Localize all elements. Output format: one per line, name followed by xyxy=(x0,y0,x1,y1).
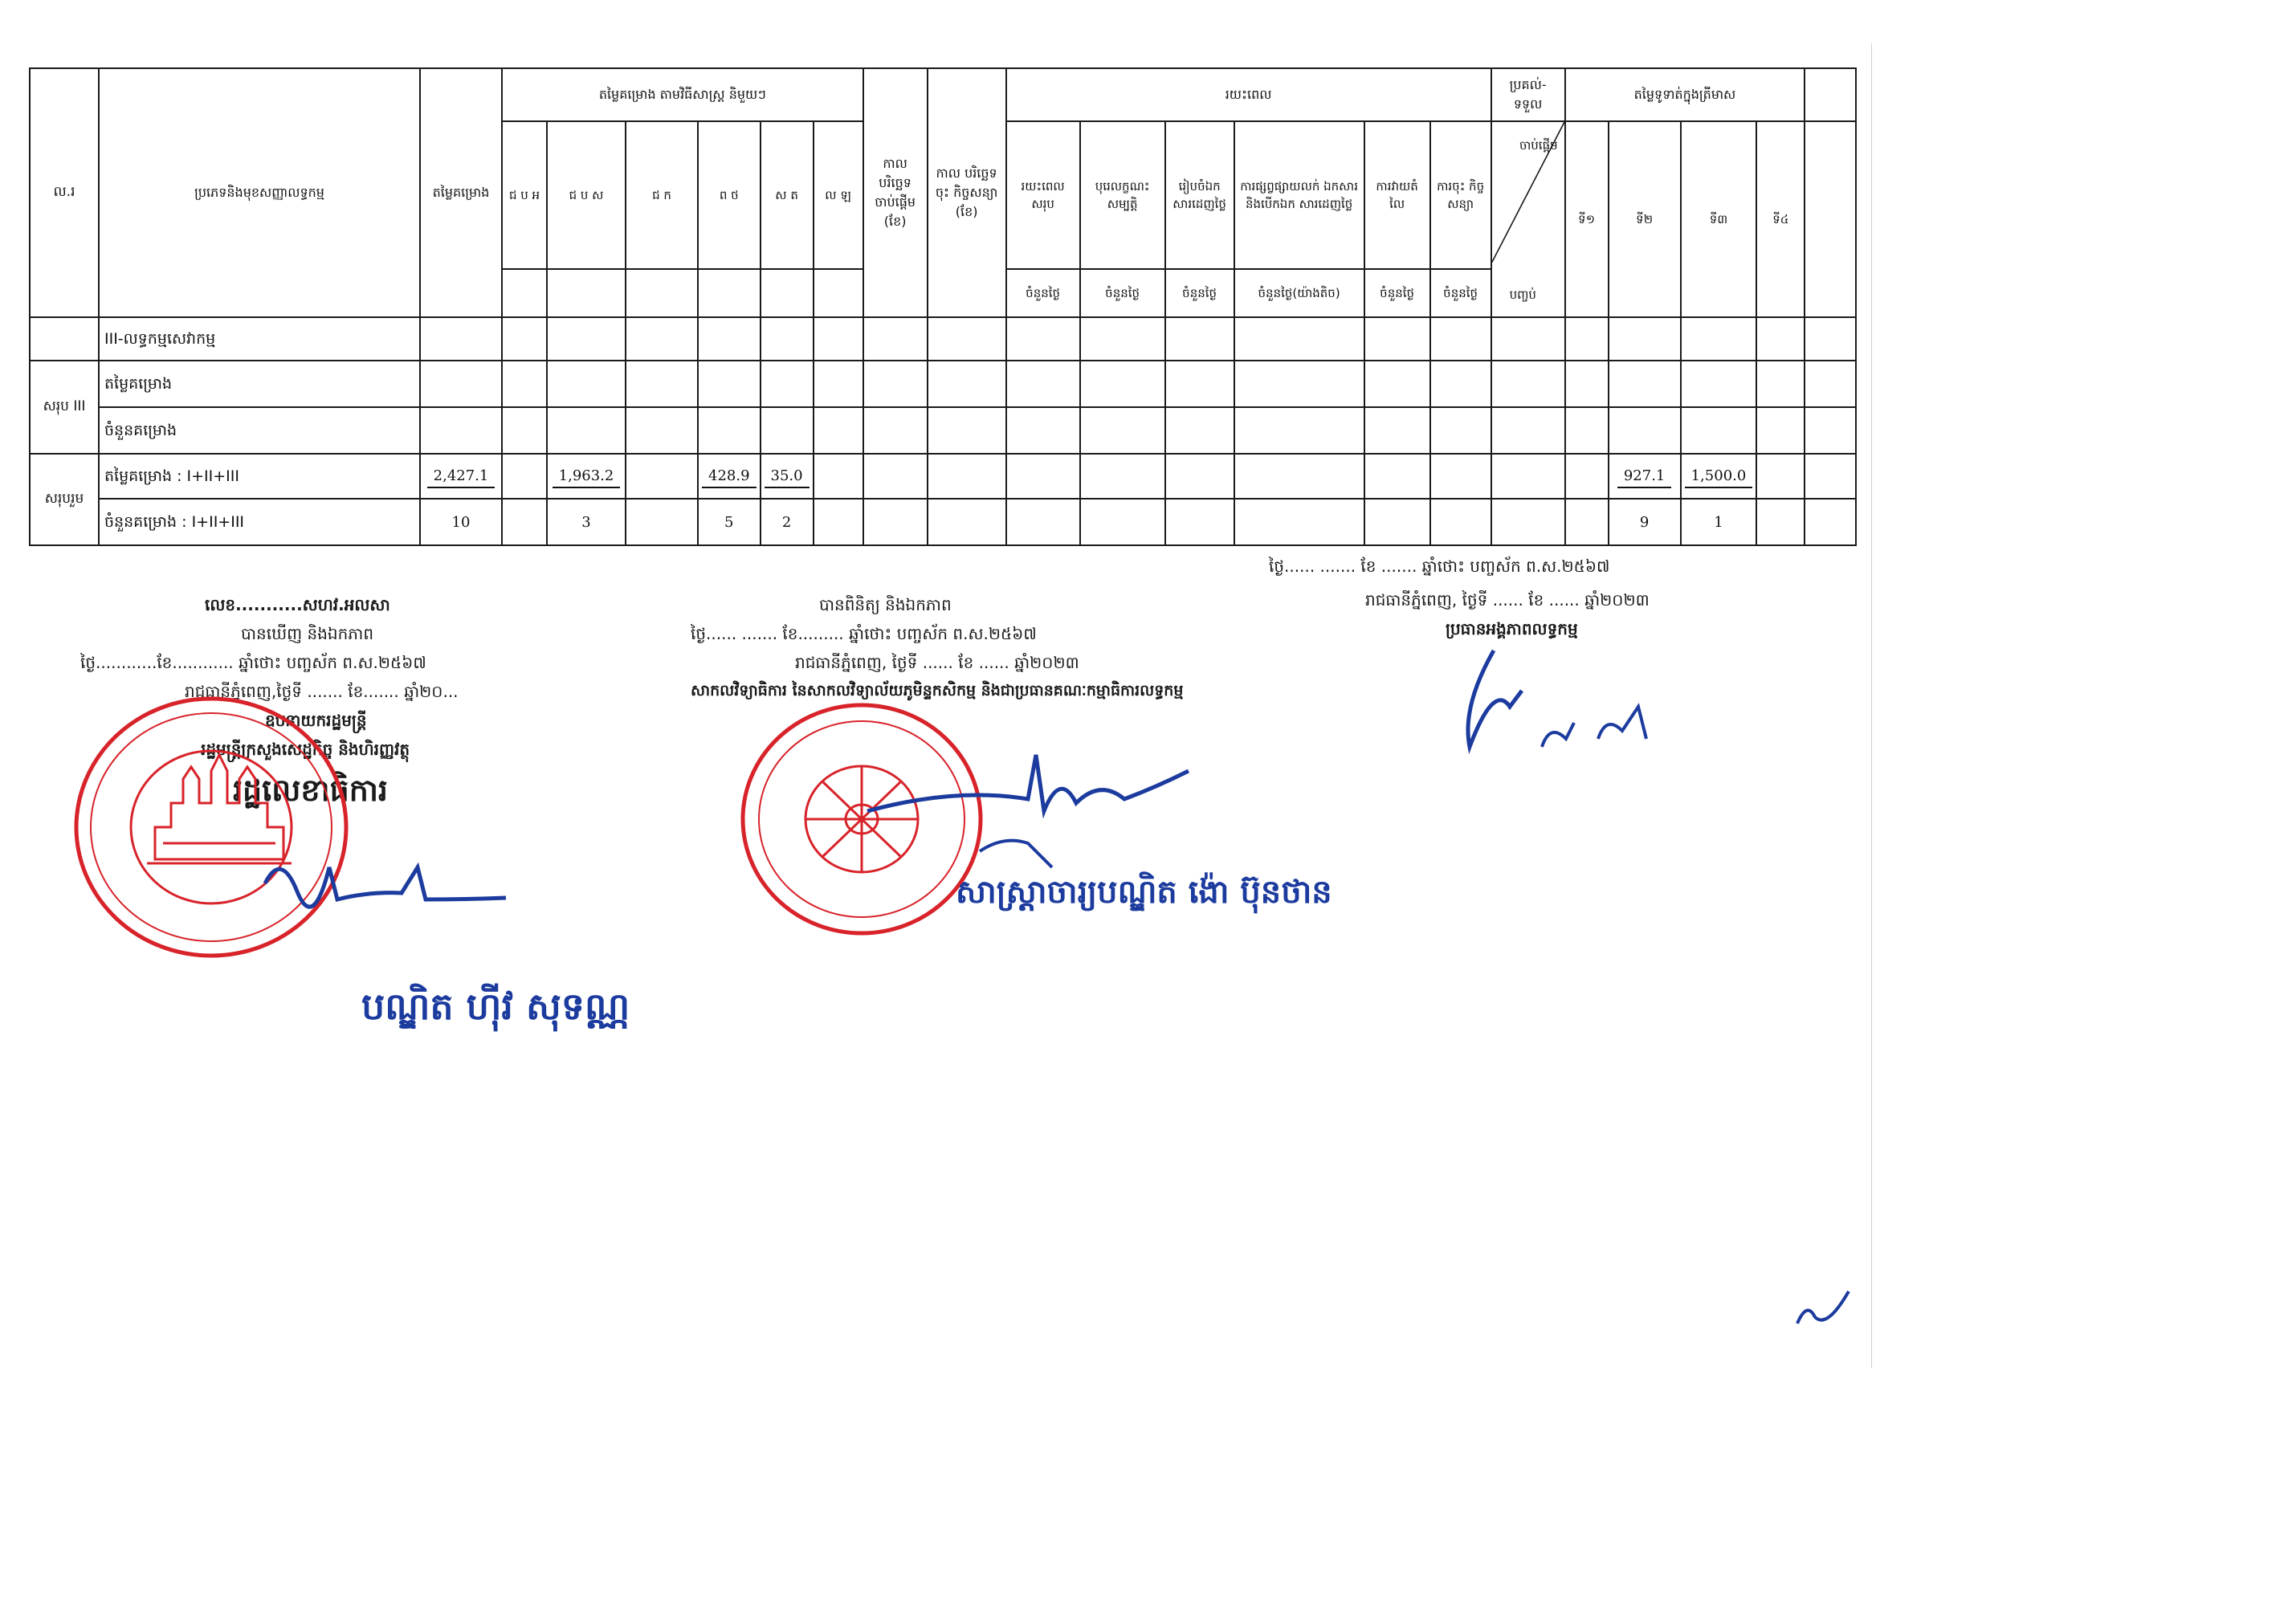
grand-row1-label: តម្លៃគម្រោង : I+II+III xyxy=(99,454,420,499)
summary3-label: សរុប III xyxy=(30,361,99,454)
unit-5: ចំនួនថ្ងៃ xyxy=(1364,269,1430,317)
left-date: រាជធានីភ្នំពេញ,ថ្ងៃទី ....... ខែ....... ឆ្នាំ២០... xyxy=(185,682,459,701)
duration-col-6: ការចុះ កិច្ចសន្យា xyxy=(1430,121,1491,269)
quarter-1: ទី១ xyxy=(1565,121,1609,317)
header-type: ប្រភេទនិងមុខសញ្ញាលទ្ធកម្ម xyxy=(99,68,420,317)
grand-count-pt: 5 xyxy=(698,499,761,545)
mid-signature xyxy=(859,723,1197,883)
section-title: III-លទ្ធកម្មសេវាកម្ម xyxy=(99,317,420,361)
grand-st-value: 35.0 xyxy=(765,465,810,488)
grand-count-q3: 1 xyxy=(1681,499,1757,545)
procurement-plan-table xyxy=(29,67,1857,546)
summary3-row-1 xyxy=(30,361,1856,407)
summary3-row1-label: តម្លៃគម្រោង xyxy=(99,361,420,407)
header-estimate: តម្លៃគម្រោង xyxy=(420,68,502,317)
grand-count-q2: 9 xyxy=(1609,499,1681,545)
receive-end: បញ្ចប់ xyxy=(1509,287,1536,302)
mid-title: សាកលវិទ្យាធិការ នៃសាកលវិទ្យាល័យភូមិន្ទកសិកម្ម និងជាប្រធានគណៈកម្មាធិការលទ្ធកម្ម xyxy=(691,682,1184,699)
left-title-3: រដ្ឋលេខាធិការ xyxy=(233,773,388,808)
mid-signer: សាស្ត្រាចារ្យបណ្ឌិត ង៉ោ ប៊ុនថាន xyxy=(956,874,1332,911)
header-period-start: កាល បរិច្ឆេទ ចាប់ផ្តើម (ខែ) xyxy=(863,68,928,317)
method-col-1: ជ ប អ xyxy=(502,121,547,269)
summary3-row2-label: ចំនួនគម្រោង xyxy=(99,407,420,454)
duration-col-4: ការផ្សព្វផ្សាយលក់ ឯកសារ និងបើកឯក សារដេញថ្លៃ xyxy=(1234,121,1364,269)
unit-3: ចំនួនថ្ងៃ xyxy=(1165,269,1234,317)
left-title-2: រដ្ឋមន្ត្រីក្រសួងសេដ្ឋកិច្ច និងហិរញ្ញវត្ថុ xyxy=(201,740,410,759)
method-col-6: ល ឡ xyxy=(814,121,863,269)
grand-q2-value: 927.1 xyxy=(1617,465,1672,488)
header-quarterly: តម្លៃទូទាត់ក្នុងត្រីមាស xyxy=(1565,68,1805,121)
duration-col-3: រៀបចំឯក សារដេញថ្លៃ xyxy=(1165,121,1234,269)
mid-approve: បានពិនិត្យ និងឯកភាព xyxy=(819,595,952,614)
header-blank-2 xyxy=(1805,121,1856,317)
quarter-3: ទី៣ xyxy=(1681,121,1757,317)
grand-count-estimate: 10 xyxy=(420,499,502,545)
left-date-lunar: ថ្ងៃ............ខែ............ ឆ្នាំថោះ បញ្ចស័ក ព.ស.២៥៦៧ xyxy=(80,653,426,672)
header-duration: រយះពេល xyxy=(1006,68,1491,121)
mid-date: រាជធានីភ្នំពេញ, ថ្ងៃទី ...... ខែ ...... ឆ្នាំ២០២៣ xyxy=(795,653,1079,672)
header-blank xyxy=(1805,68,1856,121)
method-col-5: ស ត xyxy=(761,121,814,269)
quarter-4: ទី៤ xyxy=(1756,121,1805,317)
method-col-2: ជ ប ស xyxy=(547,121,626,269)
left-ref: លេខ...........សហវ.អលសា xyxy=(205,595,390,614)
grand-estimate-value: 2,427.1 xyxy=(427,465,495,488)
receive-start: ចាប់ផ្តើម xyxy=(1519,138,1558,153)
duration-col-1: រយះពេល សរុប xyxy=(1006,121,1080,269)
page-edge-line xyxy=(1871,43,1872,1368)
left-approve: បានឃើញ និងឯកភាព xyxy=(241,624,374,643)
header-by-method: តម្លៃគម្រោង តាមវិធីសាស្ត្រ និមួយៗ xyxy=(502,68,863,121)
mid-date-lunar: ថ្ងៃ...... ....... ខែ......... ឆ្នាំថោះ បញ្ចស័ក ព.ស.២៥៦៧ xyxy=(691,624,1037,643)
left-signer: បណ្ឌិត ហ៊ីវ សុទណ្ណ xyxy=(361,985,630,1028)
right-date: រាជធានីភ្នំពេញ, ថ្ងៃទី ...... ខែ ...... ឆ្នាំ២០២៣ xyxy=(1365,590,1650,610)
left-signature xyxy=(257,835,514,924)
unit-1: ចំនួនថ្ងៃ xyxy=(1006,269,1080,317)
quarter-2: ទី២ xyxy=(1609,121,1681,317)
grand-count-st: 2 xyxy=(761,499,814,545)
grand-q3-value: 1,500.0 xyxy=(1685,465,1753,488)
grand-row2-label: ចំនួនគម្រោង : I+II+III xyxy=(99,499,420,545)
section-row xyxy=(30,317,1856,361)
duration-col-2: បុរេលក្ខណះ សម្បត្តិ xyxy=(1080,121,1165,269)
unit-4: ចំនួនថ្ងៃ(យ៉ាងតិច) xyxy=(1234,269,1364,317)
grand-label: សរុបរួម xyxy=(30,454,99,545)
grand-jbs-value: 1,963.2 xyxy=(553,465,621,488)
summary3-row-2 xyxy=(30,407,1856,454)
header-period-contract: កាល បរិច្ឆេទចុះ កិច្ចសន្យា (ខែ) xyxy=(928,68,1006,317)
duration-col-5: ការវាយតំ លៃ xyxy=(1364,121,1430,269)
receive-diagonal-cell xyxy=(1491,121,1565,317)
unit-6: ចំនួនថ្ងៃ xyxy=(1430,269,1491,317)
unit-2: ចំនួនថ្ងៃ xyxy=(1080,269,1165,317)
right-title: ប្រធានអង្គភាពលទ្ធកម្ម xyxy=(1446,619,1578,638)
header-receive: ប្រគល់- ទទួល xyxy=(1491,68,1565,121)
right-signature xyxy=(1446,634,1670,771)
grand-pt-value: 428.9 xyxy=(702,465,756,488)
grand-count-jbs: 3 xyxy=(547,499,626,545)
initial-mark xyxy=(1791,1285,1855,1333)
grand-row-2 xyxy=(30,499,1856,545)
left-title-1: ឧបនាយករដ្ឋមន្ត្រី xyxy=(265,711,367,730)
method-col-3: ជ ក xyxy=(626,121,698,269)
grand-row-1 xyxy=(30,454,1856,499)
method-col-4: ព ថ xyxy=(698,121,761,269)
right-date-lunar: ថ្ងៃ...... ....... ខែ ....... ឆ្នាំថោះ បញ្ចស័ក ព.ស.២៥៦៧ xyxy=(1269,557,1610,576)
header-no: ល.រ xyxy=(30,68,99,317)
